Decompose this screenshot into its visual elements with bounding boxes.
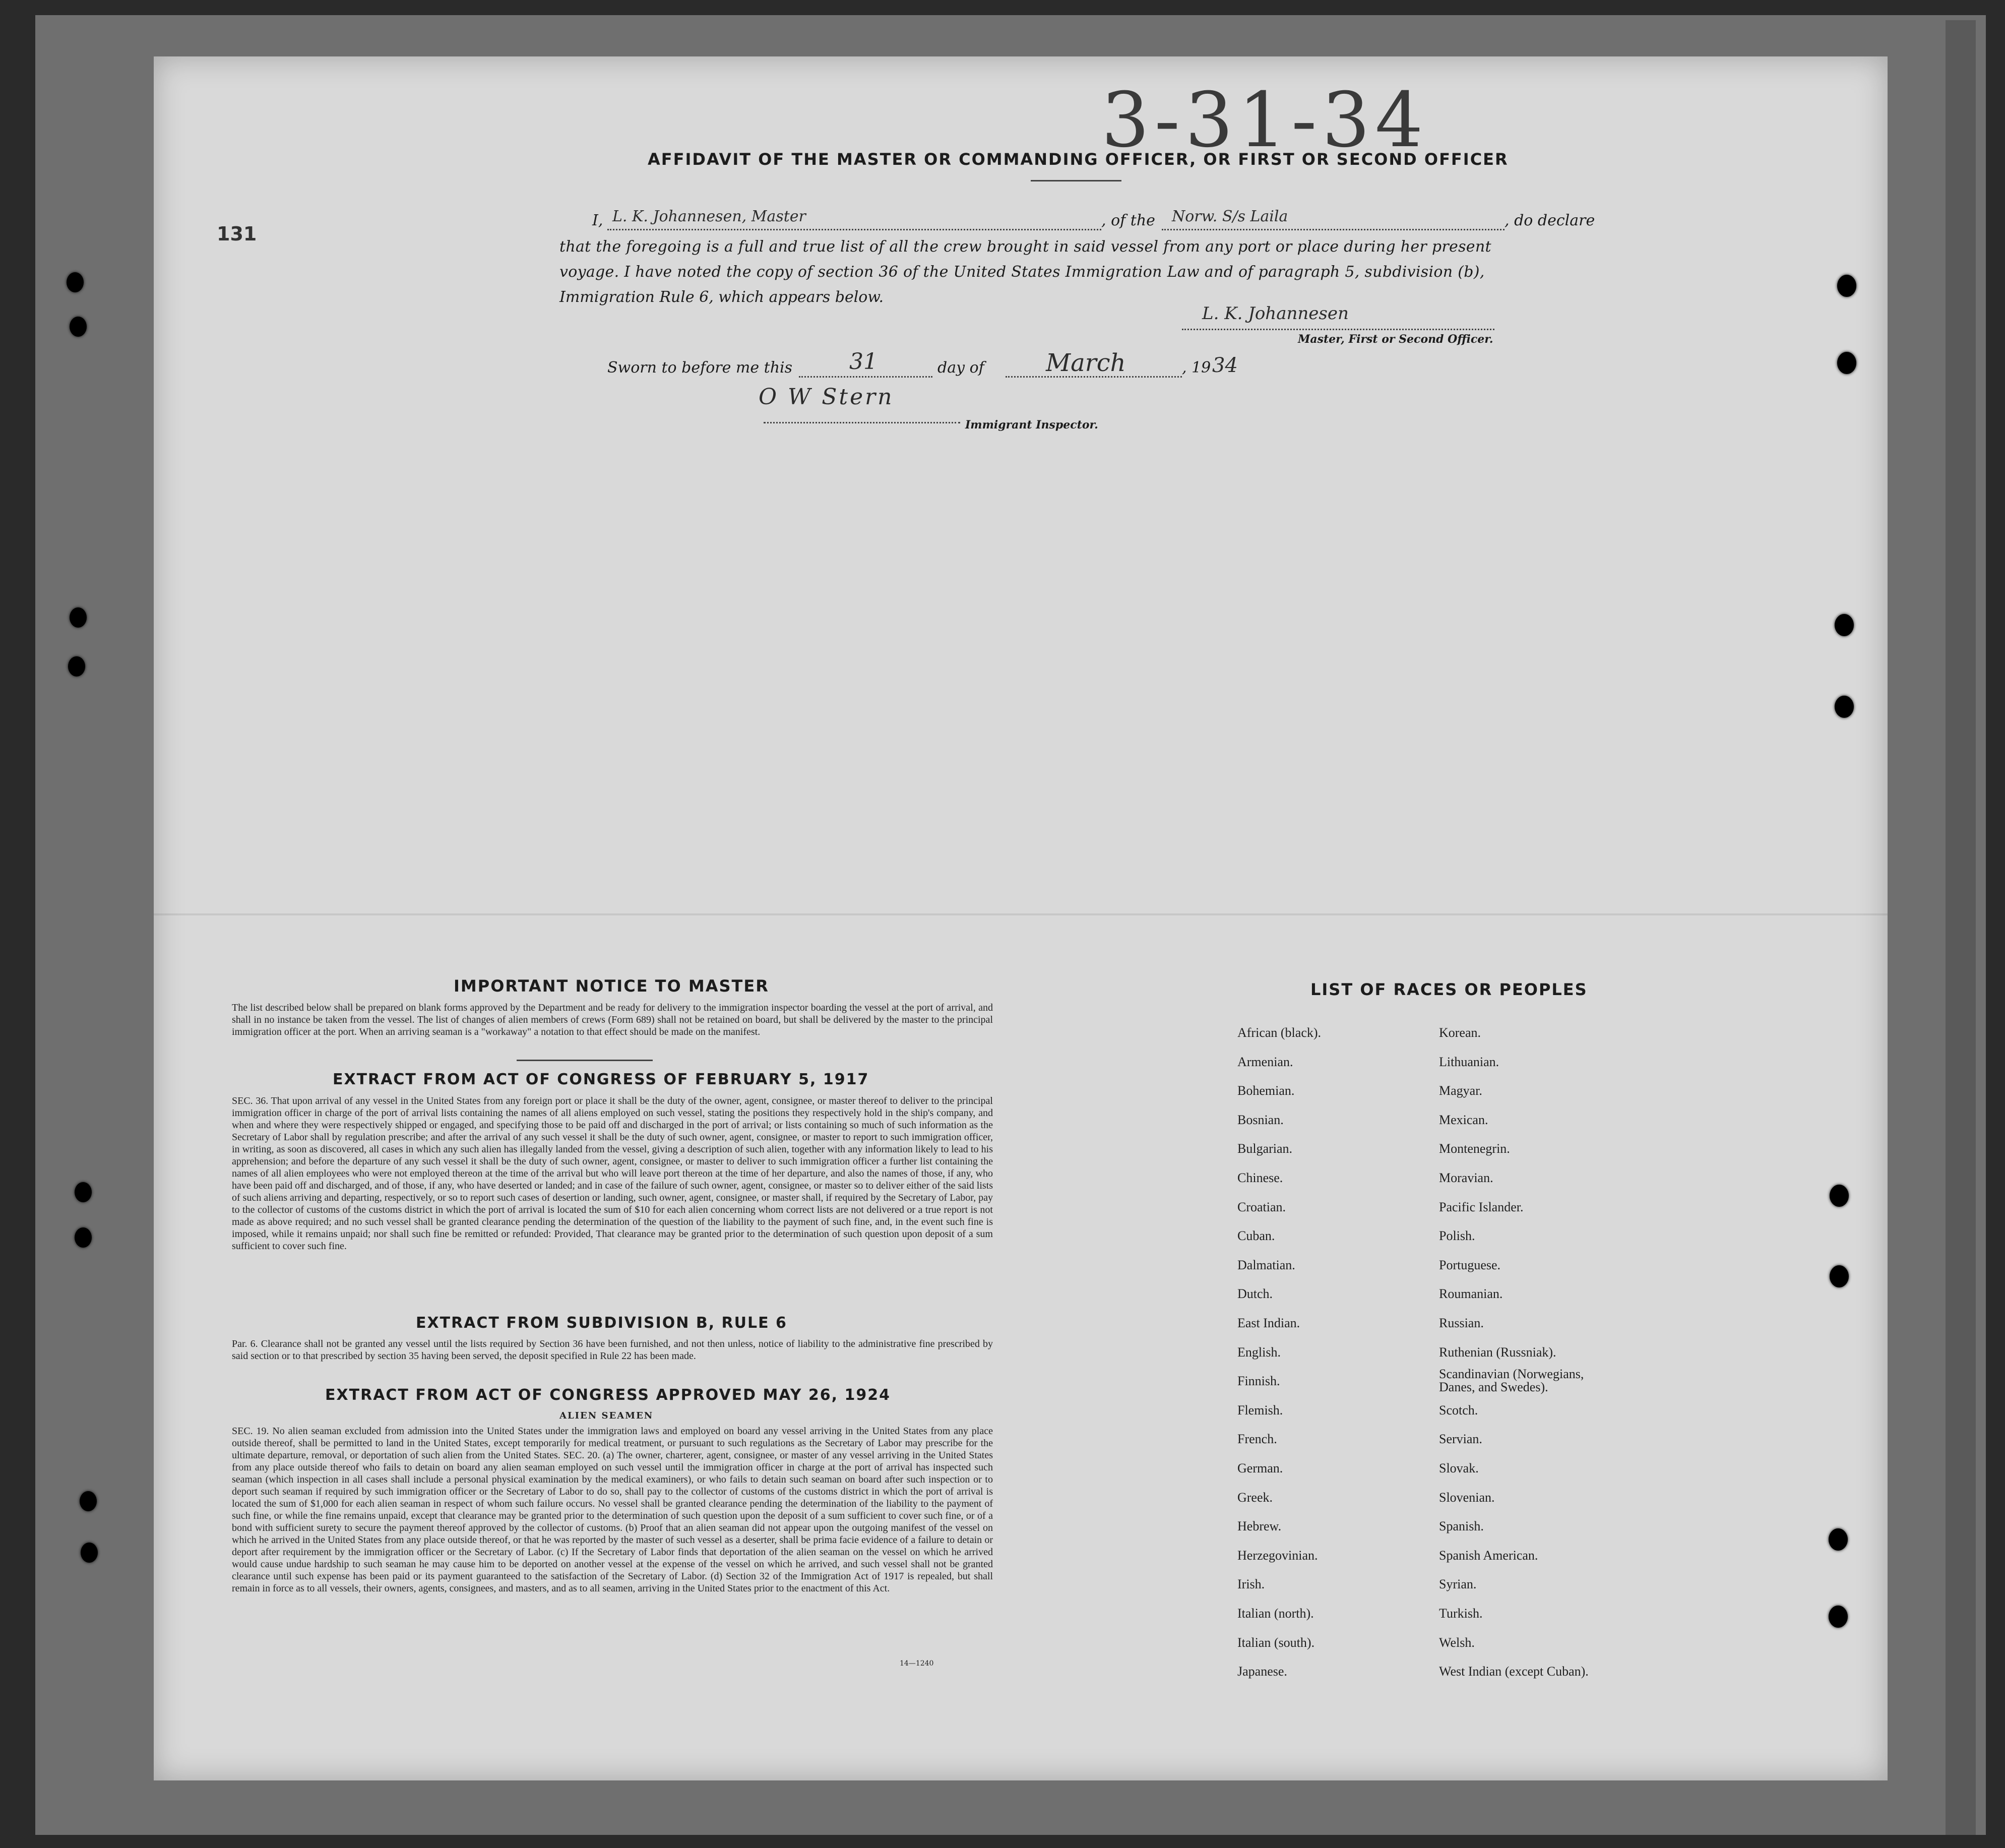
race-item: Finnish. — [1237, 1374, 1280, 1389]
race-item: Mexican. — [1439, 1112, 1488, 1127]
race-item: Servian. — [1439, 1432, 1482, 1447]
binder-hole — [1835, 614, 1854, 636]
master-name: L. K. Johannesen, Master — [612, 208, 806, 225]
affidavit-line2: that the foregoing is a full and true list of all the crew brought in said vessel from any port or place during her present — [559, 238, 1491, 256]
day-line — [799, 376, 932, 378]
binder-hole — [1830, 1185, 1849, 1207]
binder-hole — [81, 1543, 98, 1563]
extract3-title: EXTRACT FROM ACT OF CONGRESS APPROVED MAY 26, 1924 — [325, 1386, 891, 1404]
signature-line — [1182, 329, 1494, 330]
binder-hole — [1829, 1528, 1848, 1551]
race-item: Spanish American. — [1439, 1548, 1538, 1563]
race-item: Slovenian. — [1439, 1490, 1495, 1505]
binder-hole — [70, 607, 87, 628]
race-item: Roumanian. — [1439, 1286, 1503, 1302]
race-item: Turkish. — [1439, 1606, 1483, 1621]
race-item: Bosnian. — [1237, 1112, 1284, 1127]
binder-hole — [1835, 696, 1854, 718]
binder-hole — [68, 656, 85, 676]
race-item: English. — [1237, 1344, 1281, 1360]
extract3-subtitle: ALIEN SEAMEN — [559, 1410, 654, 1421]
race-item: Syrian. — [1439, 1577, 1477, 1592]
affidavit-line4: Immigration Rule 6, which appears below. — [559, 288, 884, 306]
race-item: Ruthenian (Russniak). — [1439, 1344, 1556, 1360]
race-item: Flemish. — [1237, 1402, 1283, 1418]
margin-mark: 131 — [217, 223, 257, 245]
inspector-caption: Immigrant Inspector. — [965, 418, 1098, 432]
race-item: Chinese. — [1237, 1171, 1283, 1185]
master-signature: L. K. Johannesen — [1202, 303, 1349, 324]
sworn-year: 34 — [1212, 354, 1238, 377]
race-item: West Indian (except Cuban). — [1439, 1664, 1589, 1679]
race-item: Italian (south). — [1237, 1635, 1315, 1650]
binder-hole — [1830, 1265, 1849, 1287]
sworn-day: 31 — [849, 349, 878, 375]
race-item: Greek. — [1237, 1490, 1273, 1505]
binder-hole — [1837, 275, 1856, 297]
race-item: Dalmatian. — [1237, 1257, 1295, 1272]
extract3-body: SEC. 19. No alien seaman excluded from admission into the United States under the immigration laws and employed on board any vessel arriving in the United States from any place outside thereof, shall be permitted to land in the United States, except temporarily for medical treatment, or pursuant to such regulations as the Secretary of Labor may prescribe for the ultimate departure, removal, or deportation of such alien from the United States. SEC. 20. (a) The owner, charterer, agent, consignee, or master of any vessel arriving in the United States from any place outside thereof who fails to detain on board any alien seaman employed on such vessel until the immigration officer in charge at the port of arrival has inspected such seaman (which inspection in all cases shall include a personal physical examination by the medical examiners), or who fails to detain such seaman on board after such inspection or to deport such seaman if required by such immigration officer or the Secretary of Labor to do so, shall pay to the collector of customs of the customs district in which the port of arrival is located the sum of $1,000 for each alien seaman in respect of whom such failure occurs. No vessel shall be granted clearance pending the determination of the liability to the payment of such fine, or while the fine remains unpaid, except that clearance may be granted prior to the determination of such question upon the deposit of a sum sufficient to cover such fine, or of a bond with sufficient surety to secure the payment thereof approved by the collector of customs. (b) Proof that an alien seaman did not appear upon the outgoing manifest of the vessel on which he arrived in the United States from any place outside thereof, or that he was reported by the master of such vessel as a deserter, shall be prima facie evidence of a failure to detain or deport after requirement by the immigration officer or the Secretary of Labor. (c) If the Secretary of Labor finds that deportation of the alien seaman on the vessel on which he arrived would cause undue hardship to such seaman he may cause him to be deported on another vessel at the expense of the vessel on which he arrived, and such vessel shall not be granted clearance until such expense has been paid or its payment guaranteed to the satisfaction of the Secretary of Labor. (d) Section 32 of the Immigration Act of 1917 is repealed, but shall remain in force as to all vessels, their owners, agents, consignees, and masters, and as to all seamen, arriving in the United States prior to the enactment of this Act. — [232, 1426, 993, 1594]
top-annotation: 3-31-34 — [1101, 77, 1428, 164]
race-item: Polish. — [1439, 1228, 1475, 1244]
race-item: Pacific Islander. — [1439, 1199, 1524, 1214]
year-prefix: , 19 — [1182, 359, 1211, 377]
race-item: Moravian. — [1439, 1171, 1493, 1185]
race-item: Magyar. — [1439, 1083, 1482, 1098]
affidavit-line3: voyage. I have noted the copy of section 36 of the United States Immigration Law and of paragraph 5, subdivision (b), — [559, 263, 1485, 281]
signature-caption: Master, First or Second Officer. — [1298, 333, 1493, 346]
races-title: LIST OF RACES OR PEOPLES — [1310, 980, 1588, 999]
race-item: Lithuanian. — [1439, 1054, 1499, 1069]
document-sheet — [154, 56, 1888, 1780]
vessel-name-line — [1162, 229, 1505, 230]
race-item: Bulgarian. — [1237, 1141, 1293, 1156]
extract1-body: SEC. 36. That upon arrival of any vessel in the United States from any foreign port or place it shall be the duty of the owner, agent, consignee, or master thereof to deliver to the principal immigration officer in charge of the port of arrival lists containing the names of all aliens employed on such vessel, stating the positions they respectively hold in the ship's company, and when and where they were respectively shipped or engaged, and specifying those to be paid off and discharged in the port of arrival; or lists containing so much of such information as the Secretary of Labor shall by regulation prescribe; and after the arrival of any such vessel it shall be the duty of such owner, agent, consignee, or master to report to such immigration officer, in writing, as soon as discovered, all cases in which any such alien has illegally landed from the vessel, giving a description of such alien, together with any information likely to lead to his apprehension; and before the departure of any such vessel it shall be the duty of such owner, agent, consignee, or master to deliver to such immigration officer a further list containing the names of all alien employees who were not employed thereon at the time of the arrival but who will leave port thereon at the time of her departure, and also the names of those, if any, who have been paid off and discharged, and of those, if any, who have deserted or landed; and in case of the failure of such owner, agent, consignee, or master so to deliver either of the said lists of such aliens arriving and departing, respectively, or so to report such cases of desertion or landing, such owner, agent, consignee, or master shall, if required by the Secretary of Labor, pay to the collector of customs of the customs district in which the port of arrival is located the sum of $10 for each alien concerning whom correct lists are not delivered or a true report is not made as above required; and no such vessel shall be granted clearance pending the determination of the question of the liability to the payment of such fine, and, in the event such fine is imposed, while it remains unpaid; nor shall such fine be remitted or refunded: Provided, That clearance may be granted prior to the determination of such question upon deposit of a sum sufficient to cover such fine. — [232, 1095, 993, 1252]
race-item: Korean. — [1439, 1025, 1481, 1040]
binder-hole — [67, 272, 84, 292]
race-item: East Indian. — [1237, 1316, 1300, 1330]
notice-body: The list described below shall be prepared on blank forms approved by the Department and be ready for delivery to the immigration inspector boarding the vessel at the port of arrival, and shall in no instance be taken from the vessel. The list of changes of alien members of crews (Form 689) shall not be retained on board, but shall be delivered by the master to the principal immigration officer at the port. When an arriving seaman is a "workaway" a notation to that effect should be made on the manifest. — [232, 1002, 993, 1037]
race-item: Cuban. — [1237, 1228, 1275, 1244]
binder-edge — [1946, 20, 1976, 1835]
race-item: Italian (north). — [1237, 1606, 1314, 1621]
inspector-signature: O W Stern — [759, 384, 894, 410]
extract2-body: Par. 6. Clearance shall not be granted any vessel until the lists required by Section 36 have been furnished, and not then unless, notice of liability to the administrative fine prescribed by said section or to that prescribed by section 35 having been served, the deposit specified in Rule 22 has been made. — [232, 1338, 993, 1362]
race-item: Armenian. — [1237, 1054, 1293, 1069]
prefix-i: I, — [592, 212, 603, 229]
master-name-line — [607, 229, 1101, 230]
race-item: African (black). — [1237, 1025, 1322, 1040]
race-item: Hebrew. — [1237, 1519, 1282, 1534]
extract1-title: EXTRACT FROM ACT OF CONGRESS OF FEBRUARY 5, 1917 — [333, 1071, 869, 1088]
notice-title: IMPORTANT NOTICE TO MASTER — [454, 976, 769, 996]
binder-hole — [75, 1182, 92, 1202]
vessel-name: Norw. S/s Laila — [1172, 208, 1288, 225]
race-item: Russian. — [1439, 1316, 1484, 1330]
binder-hole — [70, 317, 87, 337]
page-fold — [154, 913, 1888, 915]
extract2-title: EXTRACT FROM SUBDIVISION B, RULE 6 — [416, 1314, 787, 1332]
race-item: Slovak. — [1439, 1461, 1479, 1475]
race-item: Herzegovinian. — [1237, 1548, 1318, 1563]
race-item: Welsh. — [1439, 1635, 1475, 1650]
race-item: Dutch. — [1237, 1286, 1273, 1302]
form-number: 14—1240 — [900, 1659, 934, 1668]
affidavit-line1 — [592, 208, 1716, 233]
race-item: Scotch. — [1439, 1402, 1478, 1418]
race-item: Croatian. — [1237, 1199, 1286, 1214]
day-of: day of — [937, 359, 984, 377]
inspector-line — [764, 422, 960, 423]
race-item: Montenegrin. — [1439, 1141, 1510, 1156]
binder-hole — [1829, 1606, 1848, 1628]
affidavit-title-rule — [1031, 180, 1121, 181]
race-item: Japanese. — [1237, 1664, 1287, 1679]
race-item: German. — [1237, 1461, 1283, 1475]
race-item: Scandinavian (Norwegians, Danes, and Swedes). — [1439, 1367, 1584, 1395]
binder-hole — [75, 1227, 92, 1248]
notice-rule — [517, 1060, 653, 1061]
race-item: Irish. — [1237, 1577, 1265, 1592]
affidavit-title: AFFIDAVIT OF THE MASTER OR COMMANDING OFFICER, OR FIRST OR SECOND OFFICER — [648, 150, 1509, 169]
sworn-month: March — [1046, 349, 1126, 377]
do-declare: , do declare — [1505, 212, 1595, 229]
sworn-prefix: Sworn to before me this — [607, 359, 793, 377]
race-item: Bohemian. — [1237, 1083, 1295, 1098]
race-item: Portuguese. — [1439, 1257, 1501, 1272]
of-the: , of the — [1101, 212, 1155, 229]
binder-hole — [1837, 352, 1856, 374]
month-line — [1006, 376, 1182, 378]
binder-hole — [80, 1491, 97, 1511]
sworn-line — [607, 349, 1414, 379]
race-item: Spanish. — [1439, 1519, 1484, 1534]
race-item: French. — [1237, 1432, 1277, 1447]
